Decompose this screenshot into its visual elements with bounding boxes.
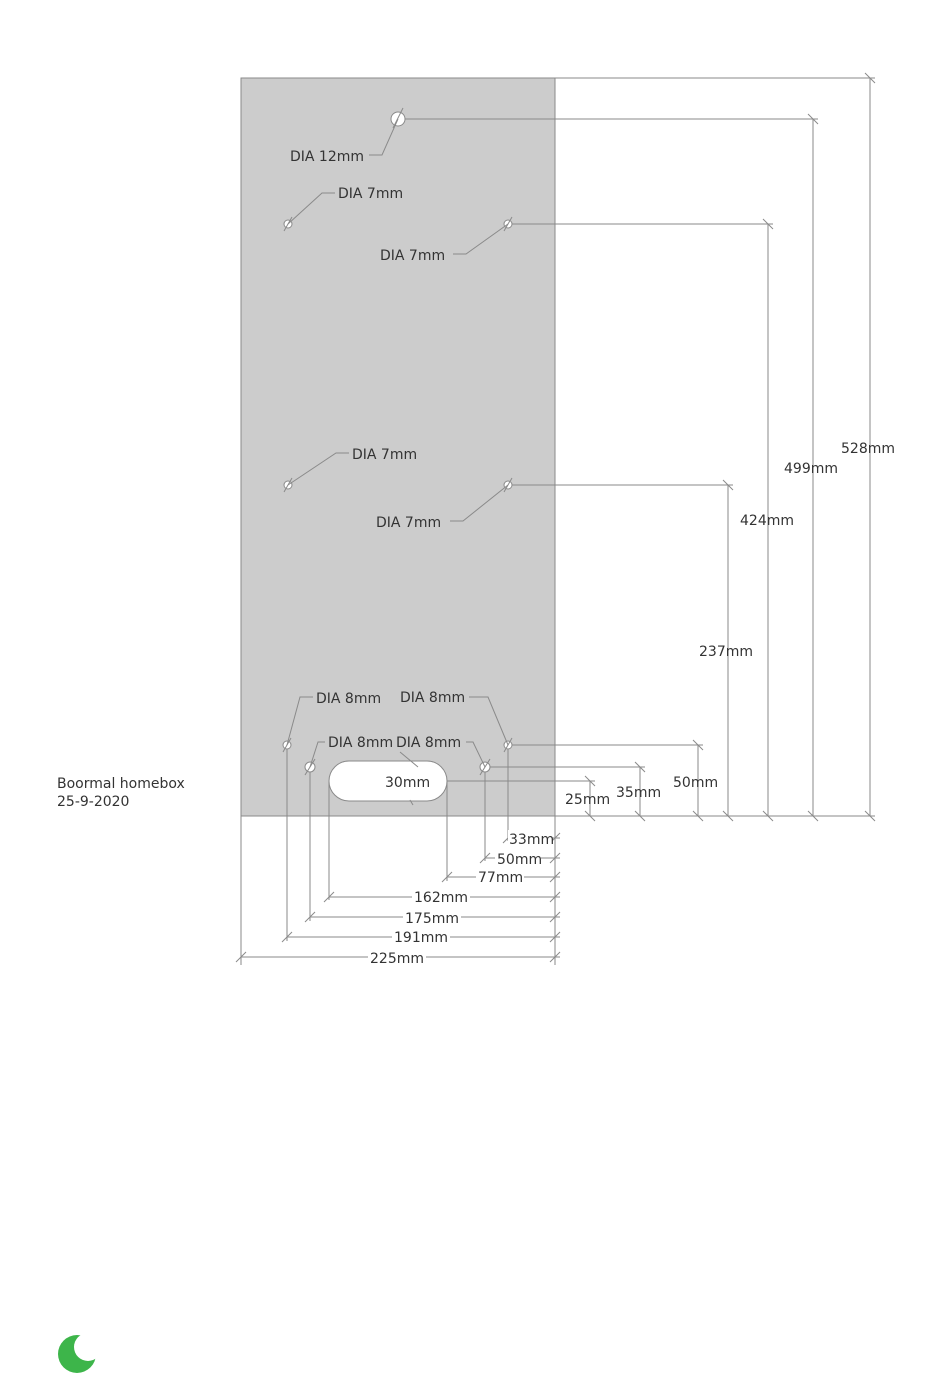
label-dia-8-outer-right: DIA 8mm: [400, 690, 466, 706]
label-dia-7-upper-left: DIA 7mm: [338, 186, 404, 202]
crescent-logo-icon: [58, 1333, 102, 1373]
dim-50-v: 50mm: [673, 775, 719, 791]
dim-191: 191mm: [394, 930, 448, 946]
dim-175: 175mm: [405, 911, 459, 927]
dim-237: 237mm: [699, 644, 753, 660]
dim-162: 162mm: [414, 890, 468, 906]
dim-499: 499mm: [784, 461, 838, 477]
dim-35: 35mm: [616, 785, 662, 801]
drawing-title-name: Boormal homebox: [57, 776, 185, 792]
label-dia-7-upper-right: DIA 7mm: [380, 248, 446, 264]
dim-225: 225mm: [370, 951, 424, 967]
drawing-title-date: 25-9-2020: [57, 794, 130, 810]
dim-424: 424mm: [740, 513, 794, 529]
label-dia-8-inner-left: DIA 8mm: [328, 735, 394, 751]
label-slot-30: 30mm: [385, 775, 431, 791]
label-dia-7-mid-right: DIA 7mm: [376, 515, 442, 531]
drawing-title: [57, 775, 185, 811]
dim-77: 77mm: [478, 870, 524, 886]
label-dia-12: DIA 12mm: [290, 149, 365, 165]
dim-25: 25mm: [565, 792, 611, 808]
dim-528: 528mm: [841, 441, 895, 457]
label-dia-8-inner-right: DIA 8mm: [396, 735, 462, 751]
label-dia-8-outer-left: DIA 8mm: [316, 691, 382, 707]
dim-33: 33mm: [509, 832, 555, 848]
dim-50-h: 50mm: [497, 852, 543, 868]
label-dia-7-mid-left: DIA 7mm: [352, 447, 418, 463]
